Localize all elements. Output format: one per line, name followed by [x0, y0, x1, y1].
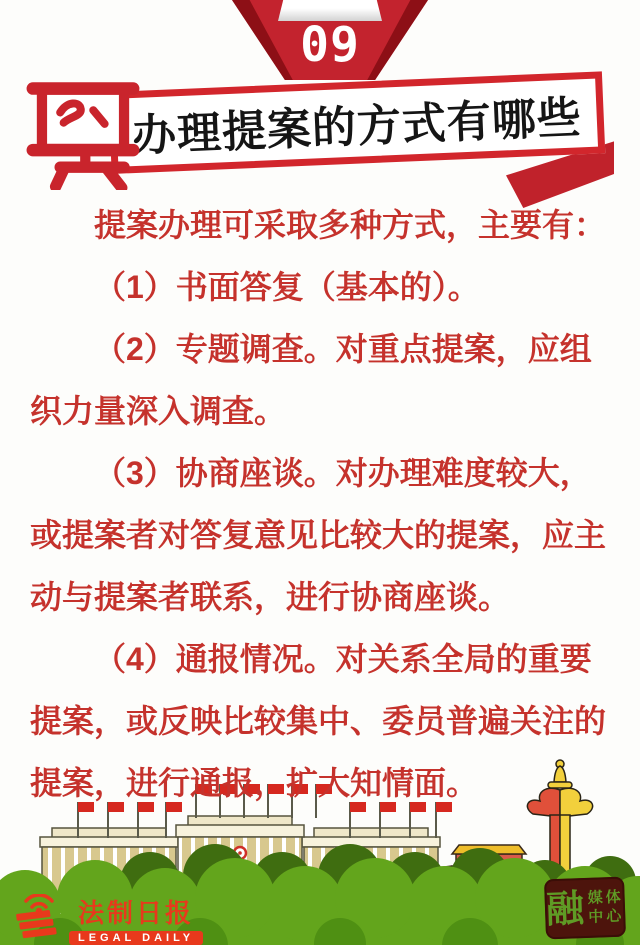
media-center-seal	[544, 877, 626, 940]
presentation-board-icon	[26, 76, 140, 190]
publisher-logo	[12, 893, 203, 945]
seal-main-char: 融	[545, 885, 585, 932]
chapter-number: 09	[300, 17, 360, 73]
item-4-paragraph: （4）通报情况。对关系全局的重要提案，或反映比较集中、委员普遍关注的提案，进行通报，扩大知情面。	[30, 641, 607, 801]
wifi-newspaper-icon	[12, 894, 64, 944]
page-title: 办理提案的方式有哪些	[131, 93, 583, 162]
item-3-paragraph: （3）协商座谈。对办理难度较大，或提案者对答复意见比较大的提案，应主动与提案者联系，进行协商座谈。	[30, 455, 607, 615]
seal-top-chars: 媒体	[587, 887, 624, 908]
item-1-paragraph: （1）书面答复（基本的）。	[94, 269, 480, 305]
item-2-paragraph: （2）专题调查。对重点提案，应组织力量深入调查。	[30, 331, 592, 429]
intro-paragraph: 提案办理可采取多种方式，主要有：	[94, 207, 607, 243]
publisher-name-cn: 法制日报	[78, 898, 195, 928]
article-body	[30, 194, 614, 814]
title-banner	[108, 71, 605, 174]
chapter-ribbon	[232, 0, 428, 80]
seal-bottom-chars: 中心	[587, 906, 625, 926]
publisher-name-en: LEGAL DAILY	[69, 931, 203, 945]
